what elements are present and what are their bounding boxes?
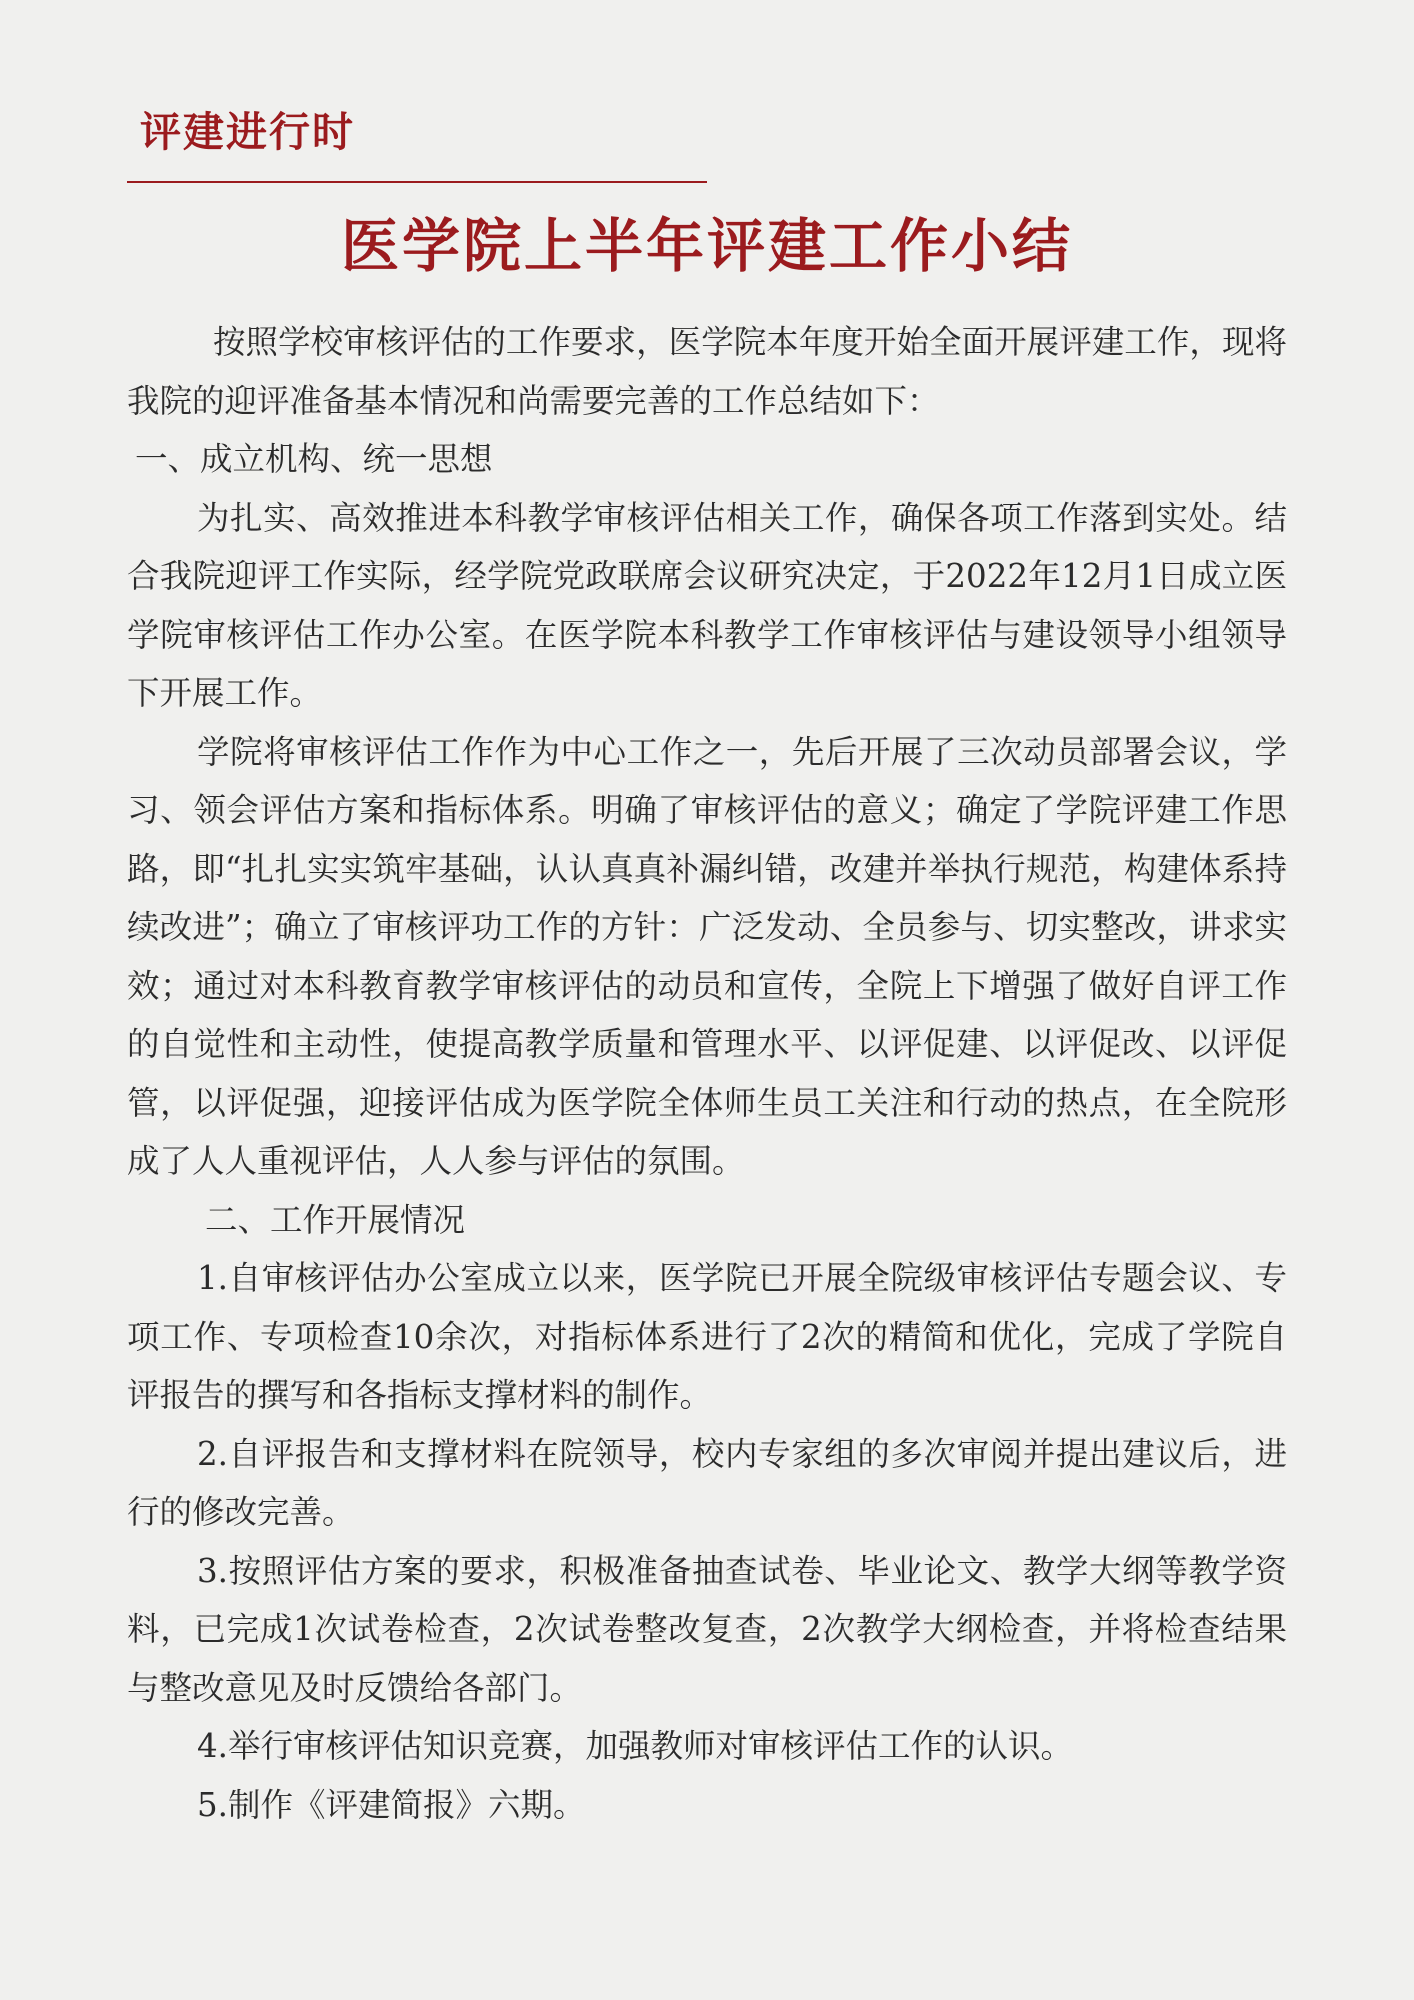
section-divider: [127, 181, 707, 183]
list-item: 4.举行审核评估知识竞赛，加强教师对审核评估工作的认识。: [197, 1727, 1074, 1765]
list-item: 3.按照评估方案的要求，积极准备抽查试卷、毕业论文、教学大纲等教学资料，已完成1次试卷检查，2次试卷整改复查，2次教学大纲检查，并将检查结果与整改意见及时反馈给各部门。: [127, 1551, 1287, 1707]
paragraph-establish-office: 为扎实、高效推进本科教学审核评估相关工作，确保各项工作落到实处。结合我院迎评工作实际，经学院党政联席会议研究决定，于2022年12月1日成立医学院审核评估工作办公室。在医学院本科教学工作审核评估与建设领导小组领导下开展工作。: [127, 498, 1287, 712]
list-item: 1.自审核评估办公室成立以来，医学院已开展全院级审核评估专题会议、专项工作、专项检查10余次，对指标体系进行了2次的精简和优化，完成了学院自评报告的撰写和各指标支撑材料的制作。: [127, 1259, 1287, 1414]
article-body: [127, 313, 1287, 1834]
section-tag: 评建进行时: [140, 108, 355, 156]
section-heading-2: 二、工作开展情况: [205, 1200, 466, 1239]
paragraph-mobilization: 学院将审核评估工作作为中心工作之一，先后开展了三次动员部署会议，学习、领会评估方案和指标体系。明确了审核评估的意义；确定了学院评建工作思路，即“扎扎实实筑牢基础，认认真真补漏纠错，改建并举执行规范，构建体系持续改进”；确立了审核评功工作的方针：广泛发动、全员参与、切实整改，讲求实效；通过对本科教育教学审核评估的动员和宣传，全院上下增强了做好自评工作的自觉性和主动性，使提高教学质量和管理水平、以评促建、以评促改、以评促管，以评促强，迎接评估成为医学院全体师生员工关注和行动的热点，在全院形成了人人重视评估，人人参与评估的氛围。: [127, 732, 1287, 1180]
page-title: 医学院上半年评建工作小结: [340, 212, 1073, 280]
intro-paragraph: 按照学校审核评估的工作要求，医学院本年度开始全面开展评建工作，现将我院的迎评准备基本情况和尚需要完善的工作总结如下：: [127, 323, 1287, 420]
list-item: 2.自评报告和支撑材料在院领导，校内专家组的多次审阅并提出建议后，进行的修改完善。: [127, 1434, 1287, 1531]
list-item: 5.制作《评建简报》六期。: [197, 1785, 586, 1824]
section-heading-1: 一、成立机构、统一思想: [135, 440, 493, 478]
